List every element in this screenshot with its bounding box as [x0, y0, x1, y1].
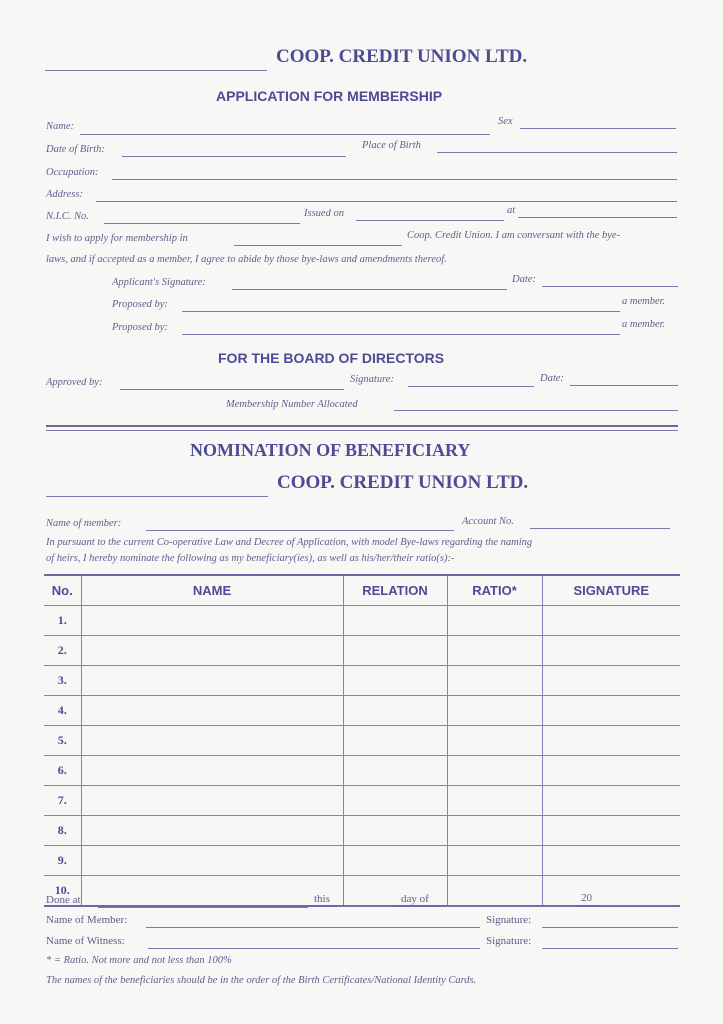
member-name-label: Name of member: — [46, 518, 122, 529]
account-no-label: Account No. — [462, 516, 514, 527]
ratio-cell[interactable] — [447, 606, 542, 636]
name-cell[interactable] — [81, 606, 343, 636]
signature-cell[interactable] — [542, 876, 680, 907]
issued-on-label: Issued on — [304, 208, 344, 219]
nomination-title: NOMINATION OF BENEFICIARY — [190, 440, 471, 460]
witness-signature-field[interactable] — [542, 948, 678, 949]
a-member-label-1: a member. — [622, 296, 666, 307]
proposed-by-label-1: Proposed by: — [112, 299, 168, 310]
ratio-cell[interactable] — [447, 636, 542, 666]
ratio-cell[interactable] — [447, 846, 542, 876]
ratio-cell[interactable] — [447, 786, 542, 816]
org-name-blank-line[interactable] — [45, 70, 267, 71]
done-at-label: Done at — [46, 894, 81, 906]
name-cell[interactable] — [81, 846, 343, 876]
a-member-label-2: a member. — [622, 319, 666, 330]
signature-cell[interactable] — [542, 696, 680, 726]
relation-cell[interactable] — [343, 636, 447, 666]
signature-cell[interactable] — [542, 786, 680, 816]
name-label: Name: — [46, 121, 74, 132]
applicant-signature-field[interactable] — [232, 289, 507, 290]
name-cell[interactable] — [81, 786, 343, 816]
month-field[interactable] — [437, 906, 577, 907]
day-of-label: day of — [401, 893, 429, 905]
name-of-member-label: Name of Member: — [46, 914, 128, 926]
table-row — [44, 846, 680, 876]
issued-on-field[interactable] — [356, 220, 504, 221]
table-header-row — [44, 575, 680, 606]
table-row — [44, 666, 680, 696]
table-row — [44, 816, 680, 846]
proposed-by-field-1[interactable] — [182, 311, 620, 312]
row-number: 2. — [44, 636, 81, 666]
board-signature-label: Signature: — [350, 374, 394, 385]
proposed-by-field-2[interactable] — [182, 334, 620, 335]
account-no-field[interactable] — [530, 528, 670, 529]
nic-label: N.I.C. No. — [46, 211, 89, 222]
application-title: APPLICATION FOR MEMBERSHIP — [216, 88, 443, 104]
approved-by-field[interactable] — [120, 389, 344, 390]
apply-text-1: I wish to apply for membership in — [46, 233, 188, 244]
nomination-org-name: COOP. CREDIT UNION LTD. — [277, 472, 529, 493]
year-field[interactable] — [597, 905, 677, 906]
address-field[interactable] — [96, 201, 677, 202]
relation-cell[interactable] — [343, 696, 447, 726]
table-row — [44, 636, 680, 666]
order-footnote: The names of the beneficiaries should be in the order of the Birth Certificates/National Identity Cards. — [46, 975, 477, 986]
address-label: Address: — [46, 189, 83, 200]
witness-signature-label: Signature: — [486, 935, 532, 947]
name-cell[interactable] — [81, 726, 343, 756]
signature-cell[interactable] — [542, 726, 680, 756]
approved-by-label: Approved by: — [46, 377, 103, 388]
occupation-field[interactable] — [112, 179, 677, 180]
table-row — [44, 786, 680, 816]
applicant-date-field[interactable] — [542, 286, 678, 287]
pursuant-text-2: of heirs, I hereby nominate the following as my beneficiary(ies), as well as his/her/their ratio(s):- — [46, 553, 455, 564]
relation-cell[interactable] — [343, 726, 447, 756]
ratio-cell[interactable] — [447, 726, 542, 756]
beneficiary-table — [44, 574, 680, 907]
relation-cell[interactable] — [343, 816, 447, 846]
table-row — [44, 606, 680, 636]
relation-cell[interactable] — [343, 786, 447, 816]
col-header-no: No. — [44, 575, 81, 606]
apply-text-2: Coop. Credit Union. I am conversant with the bye- — [407, 230, 621, 241]
relation-cell[interactable] — [343, 846, 447, 876]
at-label: at — [507, 205, 516, 216]
member-name-field[interactable] — [146, 530, 454, 531]
relation-cell[interactable] — [343, 876, 447, 907]
col-header-relation: RELATION — [343, 575, 447, 606]
membership-number-label: Membership Number Allocated — [226, 399, 358, 410]
table-row — [44, 756, 680, 786]
sex-label: Sex — [498, 116, 513, 127]
sex-field[interactable] — [520, 128, 676, 129]
signature-cell[interactable] — [542, 666, 680, 696]
nic-field[interactable] — [104, 223, 300, 224]
name-cell[interactable] — [81, 666, 343, 696]
applicant-signature-label: Applicant's Signature: — [112, 277, 206, 288]
row-number: 4. — [44, 696, 81, 726]
name-of-witness-field[interactable] — [148, 948, 480, 949]
relation-cell[interactable] — [343, 756, 447, 786]
row-number: 3. — [44, 666, 81, 696]
ratio-cell[interactable] — [447, 876, 542, 907]
table-row — [44, 726, 680, 756]
dob-field[interactable] — [122, 156, 346, 157]
board-date-field[interactable] — [570, 385, 678, 386]
name-cell[interactable] — [81, 756, 343, 786]
row-number: 1. — [44, 606, 81, 636]
name-cell[interactable] — [81, 696, 343, 726]
col-header-signature: SIGNATURE — [542, 575, 680, 606]
col-header-name: NAME — [81, 575, 343, 606]
signature-cell[interactable] — [542, 756, 680, 786]
row-number: 9. — [44, 846, 81, 876]
row-number: 8. — [44, 816, 81, 846]
signature-cell[interactable] — [542, 606, 680, 636]
board-signature-field[interactable] — [408, 386, 534, 387]
year-prefix-label: 20 — [581, 892, 592, 904]
board-date-label: Date: — [540, 373, 564, 384]
col-header-ratio: RATIO* — [447, 575, 542, 606]
section-divider-bottom — [46, 430, 678, 431]
this-day-field[interactable] — [337, 906, 395, 907]
signature-cell[interactable] — [542, 816, 680, 846]
row-number: 6. — [44, 756, 81, 786]
name-cell[interactable] — [81, 876, 343, 907]
pob-field[interactable] — [437, 152, 677, 153]
org-name-heading: COOP. CREDIT UNION LTD. — [276, 46, 528, 67]
ratio-footnote: * = Ratio. Not more and not less than 100% — [46, 955, 232, 966]
dob-label: Date of Birth: — [46, 144, 105, 155]
section-divider-top — [46, 425, 678, 427]
name-of-witness-label: Name of Witness: — [46, 935, 125, 947]
apply-text-3: laws, and if accepted as a member, I agree to abide by those bye-laws and amendments thereof. — [46, 254, 447, 265]
signature-cell[interactable] — [542, 846, 680, 876]
occupation-label: Occupation: — [46, 167, 99, 178]
union-name-field[interactable] — [234, 245, 402, 246]
issued-at-field[interactable] — [518, 217, 677, 218]
ratio-cell[interactable] — [447, 816, 542, 846]
board-title: FOR THE BOARD OF DIRECTORS — [218, 350, 445, 366]
member-signature-field[interactable] — [542, 927, 678, 928]
name-of-member-field[interactable] — [146, 927, 480, 928]
pob-label: Place of Birth — [362, 140, 421, 151]
row-number: 10. — [44, 876, 81, 907]
ratio-cell[interactable] — [447, 666, 542, 696]
name-cell[interactable] — [81, 816, 343, 846]
row-number: 7. — [44, 786, 81, 816]
applicant-date-label: Date: — [512, 274, 536, 285]
proposed-by-label-2: Proposed by: — [112, 322, 168, 333]
relation-cell[interactable] — [343, 606, 447, 636]
relation-cell[interactable] — [343, 666, 447, 696]
membership-number-field[interactable] — [394, 410, 678, 411]
ratio-cell[interactable] — [447, 756, 542, 786]
done-at-field[interactable] — [98, 907, 308, 908]
row-number: 5. — [44, 726, 81, 756]
member-signature-label: Signature: — [486, 914, 532, 926]
name-field[interactable] — [80, 134, 490, 135]
signature-cell[interactable] — [542, 636, 680, 666]
nomination-org-blank-line[interactable] — [46, 496, 268, 497]
table-row — [44, 696, 680, 726]
this-label: this — [314, 893, 330, 905]
pursuant-text-1: In pursuant to the current Co-operative Law and Decree of Application, with model Bye-laws regarding the naming — [46, 537, 533, 548]
ratio-cell[interactable] — [447, 696, 542, 726]
name-cell[interactable] — [81, 636, 343, 666]
